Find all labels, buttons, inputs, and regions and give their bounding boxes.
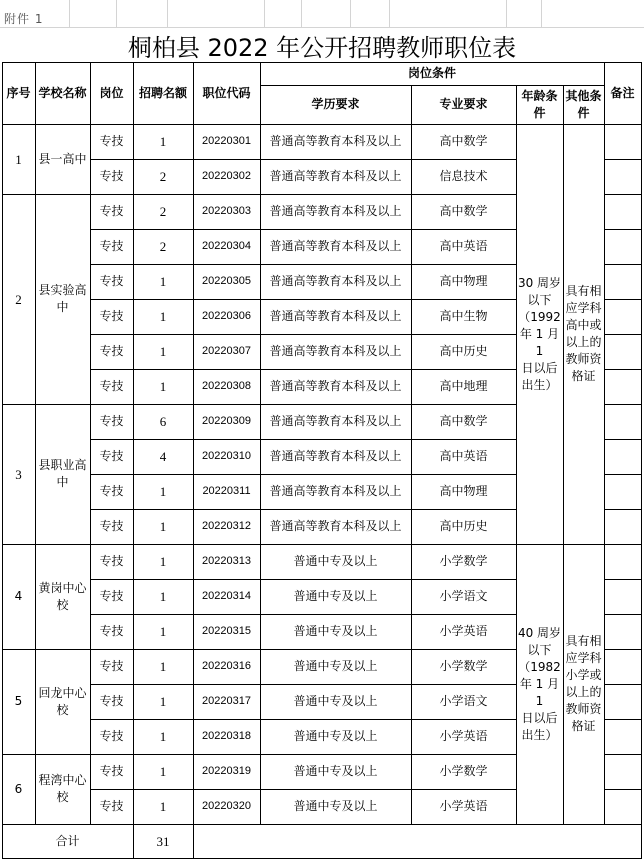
quota-cell: 1 — [159, 134, 167, 149]
position-code-cell: 20220305 — [202, 275, 251, 287]
table-rule — [516, 85, 517, 824]
header-education: 学历要求 — [311, 97, 360, 111]
quota-cell: 4 — [159, 449, 167, 464]
table-rule — [604, 159, 642, 160]
position-code-cell: 20220309 — [202, 415, 251, 427]
quota-cell: 1 — [159, 799, 167, 814]
header-conditions: 岗位条件 — [407, 66, 456, 80]
table-rule — [604, 369, 642, 370]
major-cell: 高中英语 — [439, 239, 488, 253]
table-rule — [604, 684, 642, 685]
post-cell: 专技 — [99, 204, 124, 218]
post-cell: 专技 — [99, 239, 124, 253]
quota-cell: 1 — [159, 484, 167, 499]
major-cell: 高中地理 — [439, 379, 488, 393]
table-rule — [35, 62, 36, 824]
post-cell: 专技 — [99, 379, 124, 393]
table-rule — [516, 824, 605, 825]
quota-cell: 1 — [159, 729, 167, 744]
table-rule — [260, 62, 261, 824]
table-rule — [604, 264, 642, 265]
post-cell: 专技 — [99, 729, 124, 743]
sheet-gridline — [506, 0, 507, 27]
position-code-cell: 20220319 — [202, 765, 251, 777]
major-cell: 小学英语 — [439, 729, 488, 743]
education-cell: 普通高等教育本科及以上 — [269, 169, 402, 183]
post-cell: 专技 — [99, 519, 124, 533]
sheet-gridline — [0, 27, 644, 28]
table-rule — [604, 229, 642, 230]
position-code-cell: 20220311 — [202, 485, 251, 497]
table-rule — [604, 614, 642, 615]
major-cell: 小学英语 — [439, 799, 488, 813]
position-code-cell: 20220307 — [202, 345, 251, 357]
school-name: 县实验高 中 — [38, 283, 87, 314]
table-rule — [604, 439, 642, 440]
total-label: 合计 — [55, 833, 80, 848]
quota-cell: 1 — [159, 379, 167, 394]
table-rule — [604, 719, 642, 720]
group-index: 4 — [14, 589, 23, 603]
post-cell: 专技 — [99, 169, 124, 183]
post-cell: 专技 — [99, 659, 124, 673]
position-code-cell: 20220317 — [202, 695, 251, 707]
education-cell: 普通高等教育本科及以上 — [269, 239, 402, 253]
school-name: 程湾中心 校 — [38, 773, 87, 804]
education-cell: 普通高等教育本科及以上 — [269, 309, 402, 323]
quota-cell: 1 — [159, 309, 167, 324]
position-code-cell: 20220316 — [202, 660, 251, 672]
quota-cell: 2 — [159, 169, 167, 184]
education-cell: 普通高等教育本科及以上 — [269, 519, 402, 533]
education-cell: 普通高等教育本科及以上 — [269, 379, 402, 393]
sheet-gridline — [116, 0, 117, 27]
table-rule — [411, 85, 412, 824]
table-rule — [604, 544, 642, 545]
position-code-cell: 20220306 — [202, 310, 251, 322]
post-cell: 专技 — [99, 764, 124, 778]
education-cell: 普通中专及以上 — [293, 659, 378, 673]
header-post: 岗位 — [99, 85, 124, 100]
major-cell: 高中数学 — [439, 414, 488, 428]
table-rule — [604, 824, 642, 825]
major-cell: 高中生物 — [439, 309, 488, 323]
position-code-cell: 20220320 — [202, 800, 251, 812]
table-top-rule — [2, 62, 642, 63]
header-other: 其他条 件 — [565, 88, 602, 120]
position-code-cell: 20220303 — [202, 205, 251, 217]
post-cell: 专技 — [99, 589, 124, 603]
education-cell: 普通高等教育本科及以上 — [269, 134, 402, 148]
position-code-cell: 20220301 — [202, 135, 251, 147]
post-cell: 专技 — [99, 624, 124, 638]
school-name: 回龙中心 校 — [38, 685, 87, 717]
quota-cell: 6 — [159, 414, 167, 429]
table-rule — [604, 649, 642, 650]
education-cell: 普通高等教育本科及以上 — [269, 414, 402, 428]
major-cell: 高中历史 — [439, 344, 488, 358]
education-cell: 普通中专及以上 — [293, 554, 378, 568]
header-major: 专业要求 — [439, 97, 488, 111]
group-index: 2 — [15, 291, 22, 307]
school-name: 县职业高 中 — [38, 458, 87, 489]
major-cell: 高中数学 — [439, 204, 488, 218]
table-rule — [604, 789, 642, 790]
table-rule — [604, 334, 642, 335]
position-code-cell: 20220313 — [202, 555, 251, 567]
table-rule — [90, 62, 91, 824]
major-cell: 小学数学 — [439, 659, 488, 673]
quota-cell: 1 — [159, 589, 167, 604]
quota-cell: 1 — [159, 659, 167, 674]
sheet-gridline — [350, 0, 351, 27]
post-cell: 专技 — [99, 274, 124, 288]
sheet-gridline — [301, 0, 302, 27]
group-index: 1 — [15, 151, 22, 167]
age-requirement: 30 周岁 以下 （1992 年 1 月 1 日以后 出生） — [517, 275, 562, 392]
major-cell: 高中英语 — [439, 449, 488, 463]
table-rule — [193, 62, 194, 858]
table-rule — [133, 62, 134, 858]
position-code-cell: 20220318 — [202, 730, 251, 742]
position-code-cell: 20220302 — [202, 170, 251, 182]
post-cell: 专技 — [99, 309, 124, 323]
header-school: 学校名称 — [38, 85, 87, 100]
table-rule — [604, 194, 642, 195]
quota-cell: 1 — [159, 274, 167, 289]
major-cell: 小学英语 — [439, 624, 488, 638]
education-cell: 普通中专及以上 — [293, 589, 378, 603]
quota-cell: 2 — [159, 239, 167, 254]
table-rule — [563, 85, 564, 824]
position-code-cell: 20220310 — [202, 450, 251, 462]
age-requirement: 40 周岁 以下 （1982 年 1 月 1 日以后 出生） — [517, 625, 562, 742]
table-rule — [604, 754, 642, 755]
header-remark: 备注 — [610, 85, 635, 100]
table-rule — [641, 62, 642, 858]
quota-cell: 1 — [159, 764, 167, 779]
post-cell: 专技 — [99, 414, 124, 428]
table-rule — [604, 474, 642, 475]
other-requirement: 具有相 应学科 小学或 以上的 教师资 格证 — [565, 634, 602, 733]
position-code-cell: 20220314 — [202, 590, 251, 602]
education-cell: 普通中专及以上 — [293, 729, 378, 743]
education-cell: 普通高等教育本科及以上 — [269, 204, 402, 218]
header-code: 职位代码 — [202, 85, 251, 100]
sheet-gridline — [541, 0, 542, 27]
position-code-cell: 20220312 — [202, 520, 251, 532]
post-cell: 专技 — [99, 799, 124, 813]
quota-cell: 1 — [159, 554, 167, 569]
group-index: 6 — [14, 781, 23, 796]
attachment-label: 附件 1 — [4, 12, 44, 26]
table-rule — [604, 509, 642, 510]
education-cell: 普通中专及以上 — [293, 694, 378, 708]
education-cell: 普通中专及以上 — [293, 764, 378, 778]
major-cell: 高中历史 — [439, 519, 488, 533]
header-quota: 招聘名额 — [138, 85, 187, 100]
header-age: 年龄条 件 — [521, 88, 558, 120]
table-rule — [260, 85, 605, 86]
group-index: 5 — [14, 694, 23, 708]
post-cell: 专技 — [99, 554, 124, 568]
table-rule — [604, 579, 642, 580]
education-cell: 普通高等教育本科及以上 — [269, 274, 402, 288]
post-cell: 专技 — [99, 134, 124, 148]
sheet-gridline — [69, 0, 70, 27]
position-code-cell: 20220315 — [202, 625, 251, 637]
table-rule — [604, 404, 642, 405]
table-rule — [2, 62, 3, 858]
education-cell: 普通高等教育本科及以上 — [269, 449, 402, 463]
major-cell: 小学语文 — [439, 589, 488, 603]
sheet-gridline — [389, 0, 390, 27]
table-rule — [604, 299, 642, 300]
education-cell: 普通中专及以上 — [293, 799, 378, 813]
post-cell: 专技 — [99, 344, 124, 358]
major-cell: 小学语文 — [439, 694, 488, 708]
sheet-gridline — [167, 0, 168, 27]
major-cell: 小学数学 — [439, 554, 488, 568]
major-cell: 小学数学 — [439, 764, 488, 778]
quota-cell: 2 — [159, 204, 167, 219]
major-cell: 高中数学 — [439, 134, 488, 148]
education-cell: 普通高等教育本科及以上 — [269, 484, 402, 498]
header-index: 序号 — [6, 85, 31, 100]
position-code-cell: 20220308 — [202, 380, 251, 392]
major-cell: 高中物理 — [439, 484, 488, 498]
table-bottom-rule — [2, 858, 642, 859]
post-cell: 专技 — [99, 694, 124, 708]
page-title: 桐柏县 2022 年公开招聘教师职位表 — [127, 33, 517, 62]
table-rule — [2, 124, 642, 125]
education-cell: 普通高等教育本科及以上 — [269, 344, 402, 358]
other-requirement: 具有相 应学科 高中或 以上的 教师资 格证 — [565, 284, 602, 383]
major-cell: 高中物理 — [439, 274, 488, 288]
quota-cell: 1 — [159, 624, 167, 639]
post-cell: 专技 — [99, 484, 124, 498]
group-index: 3 — [15, 466, 22, 482]
table-rule — [604, 62, 605, 824]
quota-cell: 1 — [159, 344, 167, 359]
school-name: 黄岗中心 校 — [38, 580, 87, 612]
position-code-cell: 20220304 — [202, 240, 251, 252]
total-value: 31 — [156, 833, 170, 849]
post-cell: 专技 — [99, 449, 124, 463]
major-cell: 信息技术 — [439, 169, 488, 183]
quota-cell: 1 — [159, 519, 167, 534]
quota-cell: 1 — [159, 694, 167, 709]
school-name: 县一高中 — [38, 151, 87, 166]
sheet-gridline — [264, 0, 265, 27]
education-cell: 普通中专及以上 — [293, 624, 378, 638]
